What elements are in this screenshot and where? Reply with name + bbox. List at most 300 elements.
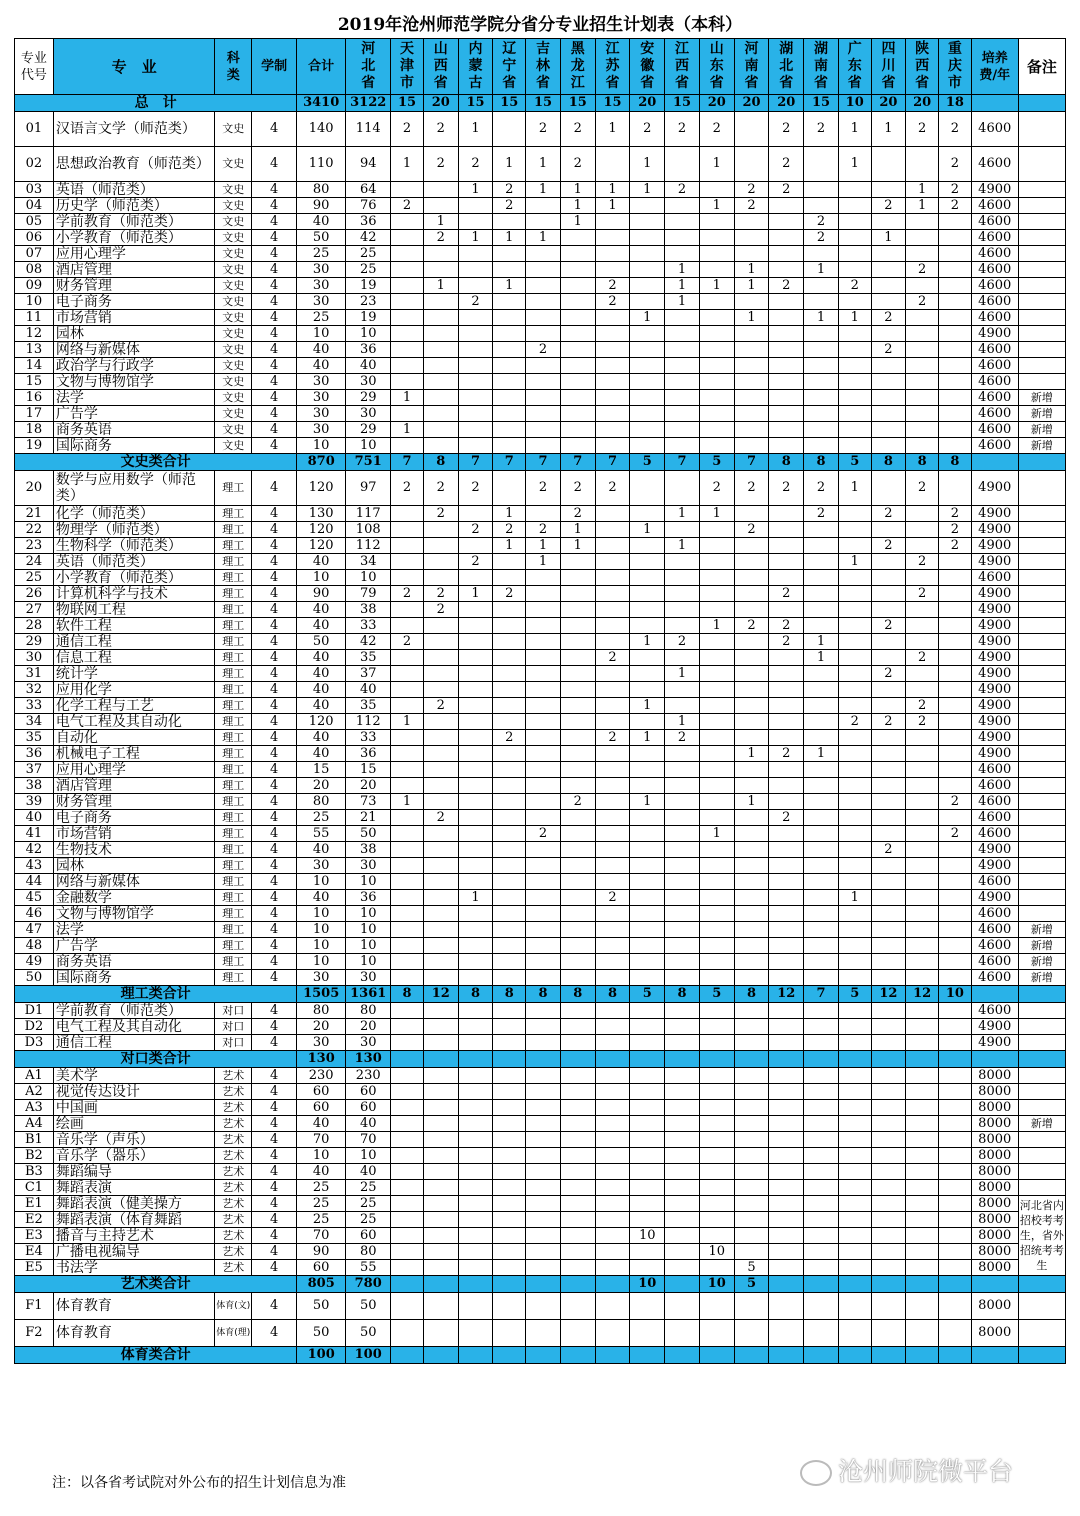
province-quota: [769, 778, 804, 794]
province-quota: [560, 1196, 595, 1212]
study-years: 4: [252, 471, 297, 506]
subtotal-total: 1505: [297, 986, 346, 1003]
province-quota: [838, 826, 871, 842]
province-quota: [804, 858, 839, 874]
province-quota: [871, 278, 906, 294]
study-years: 4: [252, 246, 297, 262]
province-quota: 38: [346, 602, 391, 618]
tuition-fee: 8000: [971, 1260, 1018, 1276]
subtotal-cell: 8: [595, 986, 630, 1003]
province-quota: [665, 874, 700, 890]
province-quota: [595, 922, 630, 938]
province-quota: [906, 230, 939, 246]
province-quota: [906, 1212, 939, 1228]
tuition-fee: 4900: [971, 714, 1018, 730]
province-quota: [699, 1260, 734, 1276]
remark: [1018, 1084, 1065, 1100]
province-quota: [804, 554, 839, 570]
province-quota: [871, 778, 906, 794]
province-quota: 1: [665, 506, 700, 522]
province-quota: [804, 1084, 839, 1100]
province-quota: 29: [346, 422, 391, 438]
province-quota: [769, 294, 804, 310]
province-quota: 2: [560, 147, 595, 182]
province-quota: [526, 326, 561, 342]
province-quota: [630, 262, 665, 278]
subtotal-label: 体育类合计: [15, 1347, 297, 1364]
subtotal-cell: 3122: [346, 95, 391, 112]
province-quota: [560, 634, 595, 650]
province-quota: 2: [939, 147, 972, 182]
province-quota: [769, 650, 804, 666]
province-quota: [665, 1132, 700, 1148]
subtotal-cell: [458, 1051, 493, 1068]
province-quota: 2: [493, 586, 526, 602]
header-note: 备注: [1018, 39, 1065, 95]
remark: 河北省内招校考考生，省外招统考考生: [1018, 1196, 1065, 1276]
province-quota: [423, 730, 458, 746]
subtotal-cell: 20: [630, 95, 665, 112]
province-quota: [423, 618, 458, 634]
province-quota: [560, 730, 595, 746]
province-quota: 2: [595, 890, 630, 906]
province-quota: [630, 1196, 665, 1212]
table-row: [15, 826, 1066, 842]
province-quota: [391, 778, 424, 794]
province-quota: [699, 938, 734, 954]
province-quota: [595, 618, 630, 634]
major-code: B3: [15, 1164, 54, 1180]
province-quota: [871, 1116, 906, 1132]
province-quota: 1: [560, 182, 595, 198]
province-quota: [526, 1019, 561, 1035]
remark: [1018, 842, 1065, 858]
province-quota: 10: [346, 954, 391, 970]
province-quota: [939, 1084, 972, 1100]
province-quota: [493, 714, 526, 730]
subtotal-cell: 10: [699, 1276, 734, 1293]
table-row: [15, 198, 1066, 214]
province-quota: [699, 714, 734, 730]
province-quota: [699, 858, 734, 874]
province-quota: [595, 1196, 630, 1212]
major-total: 10: [297, 570, 346, 586]
province-quota: [526, 586, 561, 602]
province-quota: [665, 198, 700, 214]
enrollment-plan-table: [14, 38, 1066, 1364]
province-quota: [906, 326, 939, 342]
tuition-fee: 4600: [971, 294, 1018, 310]
province-quota: [458, 374, 493, 390]
subtotal-cell: 8: [391, 986, 424, 1003]
table-row: [15, 1164, 1066, 1180]
province-quota: [391, 1212, 424, 1228]
province-quota: [871, 1244, 906, 1260]
remark: [1018, 1164, 1065, 1180]
province-quota: [595, 1180, 630, 1196]
province-quota: [769, 858, 804, 874]
province-quota: [560, 666, 595, 682]
province-quota: [838, 522, 871, 538]
wechat-icon: [800, 1460, 832, 1486]
province-quota: [838, 1212, 871, 1228]
table-row: [15, 1260, 1066, 1276]
province-quota: [423, 438, 458, 454]
major-code: 27: [15, 602, 54, 618]
remark: [1018, 666, 1065, 682]
province-quota: [560, 438, 595, 454]
province-quota: [906, 682, 939, 698]
province-quota: [458, 438, 493, 454]
table-row: [15, 906, 1066, 922]
province-quota: [595, 586, 630, 602]
province-quota: [595, 246, 630, 262]
province-quota: [595, 554, 630, 570]
province-quota: [769, 1084, 804, 1100]
province-quota: [526, 730, 561, 746]
study-years: 4: [252, 1100, 297, 1116]
study-years: 4: [252, 842, 297, 858]
subtotal-cell: [804, 1347, 839, 1364]
province-quota: 1: [906, 198, 939, 214]
province-quota: [595, 1244, 630, 1260]
province-quota: [526, 374, 561, 390]
major-total: 70: [297, 1132, 346, 1148]
province-quota: [458, 262, 493, 278]
major-code: 03: [15, 182, 54, 198]
province-quota: [595, 970, 630, 986]
province-quota: [734, 1068, 769, 1084]
province-quota: [391, 666, 424, 682]
subtotal-note: [1018, 454, 1065, 471]
province-quota: 1: [630, 310, 665, 326]
province-quota: [665, 842, 700, 858]
province-quota: [769, 1244, 804, 1260]
tuition-fee: 8000: [971, 1320, 1018, 1347]
province-quota: [665, 1116, 700, 1132]
major-name: 园林: [53, 858, 215, 874]
province-quota: [391, 358, 424, 374]
province-quota: 2: [423, 602, 458, 618]
province-quota: [665, 310, 700, 326]
province-quota: [630, 778, 665, 794]
province-quota: [458, 682, 493, 698]
province-quota: [526, 1035, 561, 1051]
province-quota: [391, 1116, 424, 1132]
province-quota: [769, 602, 804, 618]
tuition-fee: 4600: [971, 358, 1018, 374]
province-quota: 36: [346, 746, 391, 762]
province-quota: [871, 1212, 906, 1228]
table-row: [15, 650, 1066, 666]
province-quota: [906, 1180, 939, 1196]
tuition-fee: 8000: [971, 1212, 1018, 1228]
subtotal-cell: 20: [734, 95, 769, 112]
province-quota: 2: [665, 112, 700, 147]
major-name: 广告学: [53, 406, 215, 422]
province-quota: [804, 890, 839, 906]
province-quota: 112: [346, 714, 391, 730]
major-name: 中国画: [53, 1100, 215, 1116]
province-quota: [769, 438, 804, 454]
province-quota: [423, 522, 458, 538]
province-quota: [699, 554, 734, 570]
province-quota: [871, 438, 906, 454]
major-category: 理工: [215, 522, 252, 538]
province-quota: [458, 198, 493, 214]
subtotal-cell: [665, 1347, 700, 1364]
province-quota: 30: [346, 374, 391, 390]
province-quota: [630, 666, 665, 682]
province-quota: [560, 714, 595, 730]
major-code: 40: [15, 810, 54, 826]
province-quota: [699, 922, 734, 938]
major-total: 60: [297, 1260, 346, 1276]
province-quota: [493, 1164, 526, 1180]
major-total: 40: [297, 214, 346, 230]
province-quota: [734, 1148, 769, 1164]
province-quota: [630, 1320, 665, 1347]
province-quota: [734, 1180, 769, 1196]
province-quota: [423, 1068, 458, 1084]
major-name: 应用心理学: [53, 762, 215, 778]
province-quota: [595, 342, 630, 358]
major-category: 艺术: [215, 1260, 252, 1276]
province-quota: [906, 634, 939, 650]
major-total: 50: [297, 230, 346, 246]
province-quota: [804, 778, 839, 794]
province-quota: [734, 826, 769, 842]
province-quota: [838, 1228, 871, 1244]
province-quota: [838, 246, 871, 262]
header-major: 专 业: [53, 39, 215, 95]
province-quota: [493, 602, 526, 618]
province-quota: [665, 618, 700, 634]
subtotal-label: 艺术类合计: [15, 1276, 297, 1293]
province-quota: [838, 858, 871, 874]
major-category: 对口: [215, 1003, 252, 1019]
province-quota: [595, 310, 630, 326]
major-category: 理工: [215, 634, 252, 650]
province-quota: [458, 634, 493, 650]
province-quota: 230: [346, 1068, 391, 1084]
province-quota: [871, 1148, 906, 1164]
province-quota: [526, 618, 561, 634]
province-quota: [560, 1212, 595, 1228]
province-quota: [939, 310, 972, 326]
subtotal-cell: [526, 1051, 561, 1068]
major-code: 14: [15, 358, 54, 374]
province-quota: [906, 1003, 939, 1019]
subtotal-cell: 5: [838, 454, 871, 471]
province-quota: [526, 1180, 561, 1196]
province-quota: 1: [838, 112, 871, 147]
province-quota: [493, 1132, 526, 1148]
province-quota: 1: [493, 278, 526, 294]
study-years: 4: [252, 890, 297, 906]
province-quota: [939, 570, 972, 586]
major-category: 文史: [215, 390, 252, 406]
major-name: 市场营销: [53, 310, 215, 326]
province-quota: [906, 858, 939, 874]
province-quota: [391, 374, 424, 390]
province-quota: 2: [493, 522, 526, 538]
province-quota: [804, 682, 839, 698]
province-quota: [838, 1148, 871, 1164]
major-code: 46: [15, 906, 54, 922]
province-quota: [804, 522, 839, 538]
major-code: 09: [15, 278, 54, 294]
province-quota: [458, 390, 493, 406]
table-row: [15, 506, 1066, 522]
province-quota: 2: [560, 506, 595, 522]
province-quota: 33: [346, 730, 391, 746]
major-name: 生物科学（师范类）: [53, 538, 215, 554]
province-quota: [595, 666, 630, 682]
province-quota: [493, 1035, 526, 1051]
province-quota: [871, 954, 906, 970]
province-quota: [526, 762, 561, 778]
subtotal-cell: [838, 1347, 871, 1364]
province-quota: [595, 214, 630, 230]
province-quota: [595, 746, 630, 762]
province-quota: [734, 698, 769, 714]
province-quota: 2: [458, 147, 493, 182]
province-quota: [699, 634, 734, 650]
major-code: D2: [15, 1019, 54, 1035]
study-years: 4: [252, 1293, 297, 1320]
subtotal-cell: [391, 1276, 424, 1293]
province-quota: [804, 278, 839, 294]
province-quota: [560, 358, 595, 374]
province-quota: 2: [423, 506, 458, 522]
header-province: 湖北省: [769, 39, 804, 95]
province-quota: [734, 890, 769, 906]
major-category: 理工: [215, 890, 252, 906]
province-quota: 10: [346, 570, 391, 586]
province-quota: [560, 874, 595, 890]
province-quota: [391, 1148, 424, 1164]
province-quota: [595, 1293, 630, 1320]
province-quota: [493, 698, 526, 714]
province-quota: [458, 1293, 493, 1320]
remark: [1018, 714, 1065, 730]
province-quota: [595, 1164, 630, 1180]
province-quota: 2: [734, 618, 769, 634]
province-quota: [665, 147, 700, 182]
major-name: 舞蹈表演（健美操方: [53, 1196, 215, 1212]
tuition-fee: 4600: [971, 310, 1018, 326]
major-category: 理工: [215, 858, 252, 874]
major-total: 40: [297, 746, 346, 762]
province-quota: [665, 794, 700, 810]
province-quota: [939, 1068, 972, 1084]
province-quota: [560, 1164, 595, 1180]
remark: [1018, 538, 1065, 554]
province-quota: [665, 858, 700, 874]
province-quota: [391, 1260, 424, 1276]
province-quota: 10: [630, 1228, 665, 1244]
province-quota: [391, 650, 424, 666]
province-quota: 40: [346, 682, 391, 698]
province-quota: 2: [595, 471, 630, 506]
study-years: 4: [252, 1132, 297, 1148]
tuition-fee: 8000: [971, 1293, 1018, 1320]
province-quota: [493, 390, 526, 406]
province-quota: 60: [346, 1100, 391, 1116]
table-row: [15, 1068, 1066, 1084]
province-quota: [804, 1293, 839, 1320]
study-years: 4: [252, 422, 297, 438]
province-quota: [804, 570, 839, 586]
province-quota: [630, 374, 665, 390]
major-category: 体育(文): [215, 1293, 252, 1320]
header-xuezhi: 学制: [252, 39, 297, 95]
province-quota: [423, 1244, 458, 1260]
major-category: 艺术: [215, 1228, 252, 1244]
province-quota: [699, 1068, 734, 1084]
province-quota: [391, 438, 424, 454]
province-quota: [458, 1212, 493, 1228]
tuition-fee: 4600: [971, 970, 1018, 986]
province-quota: [838, 618, 871, 634]
province-quota: [906, 602, 939, 618]
header-code: 专业代号: [15, 39, 54, 95]
province-quota: 1: [630, 634, 665, 650]
province-quota: [838, 778, 871, 794]
header-province: 山东省: [699, 39, 734, 95]
major-total: 30: [297, 390, 346, 406]
province-quota: [734, 214, 769, 230]
province-quota: [804, 730, 839, 746]
province-quota: [699, 890, 734, 906]
province-quota: [458, 570, 493, 586]
subtotal-cell: 7: [595, 454, 630, 471]
province-quota: [871, 746, 906, 762]
province-quota: [804, 1100, 839, 1116]
province-quota: [906, 746, 939, 762]
province-quota: [769, 730, 804, 746]
province-quota: [871, 1228, 906, 1244]
province-quota: 1: [804, 746, 839, 762]
province-quota: [391, 618, 424, 634]
subtotal-cell: 15: [804, 95, 839, 112]
province-quota: [423, 1084, 458, 1100]
major-code: E4: [15, 1244, 54, 1260]
province-quota: [769, 342, 804, 358]
major-name: 化学（师范类）: [53, 506, 215, 522]
study-years: 4: [252, 778, 297, 794]
province-quota: [391, 182, 424, 198]
province-quota: [734, 438, 769, 454]
province-quota: 2: [871, 714, 906, 730]
tuition-fee: 4600: [971, 422, 1018, 438]
province-quota: [560, 1244, 595, 1260]
province-quota: [906, 906, 939, 922]
province-quota: [665, 1164, 700, 1180]
province-quota: [665, 358, 700, 374]
major-category: 艺术: [215, 1132, 252, 1148]
province-quota: [526, 970, 561, 986]
province-quota: [595, 262, 630, 278]
major-total: 40: [297, 698, 346, 714]
province-quota: [769, 906, 804, 922]
province-quota: [838, 762, 871, 778]
province-quota: [838, 650, 871, 666]
subtotal-fee: [971, 1276, 1018, 1293]
tuition-fee: 4600: [971, 570, 1018, 586]
province-quota: [630, 438, 665, 454]
